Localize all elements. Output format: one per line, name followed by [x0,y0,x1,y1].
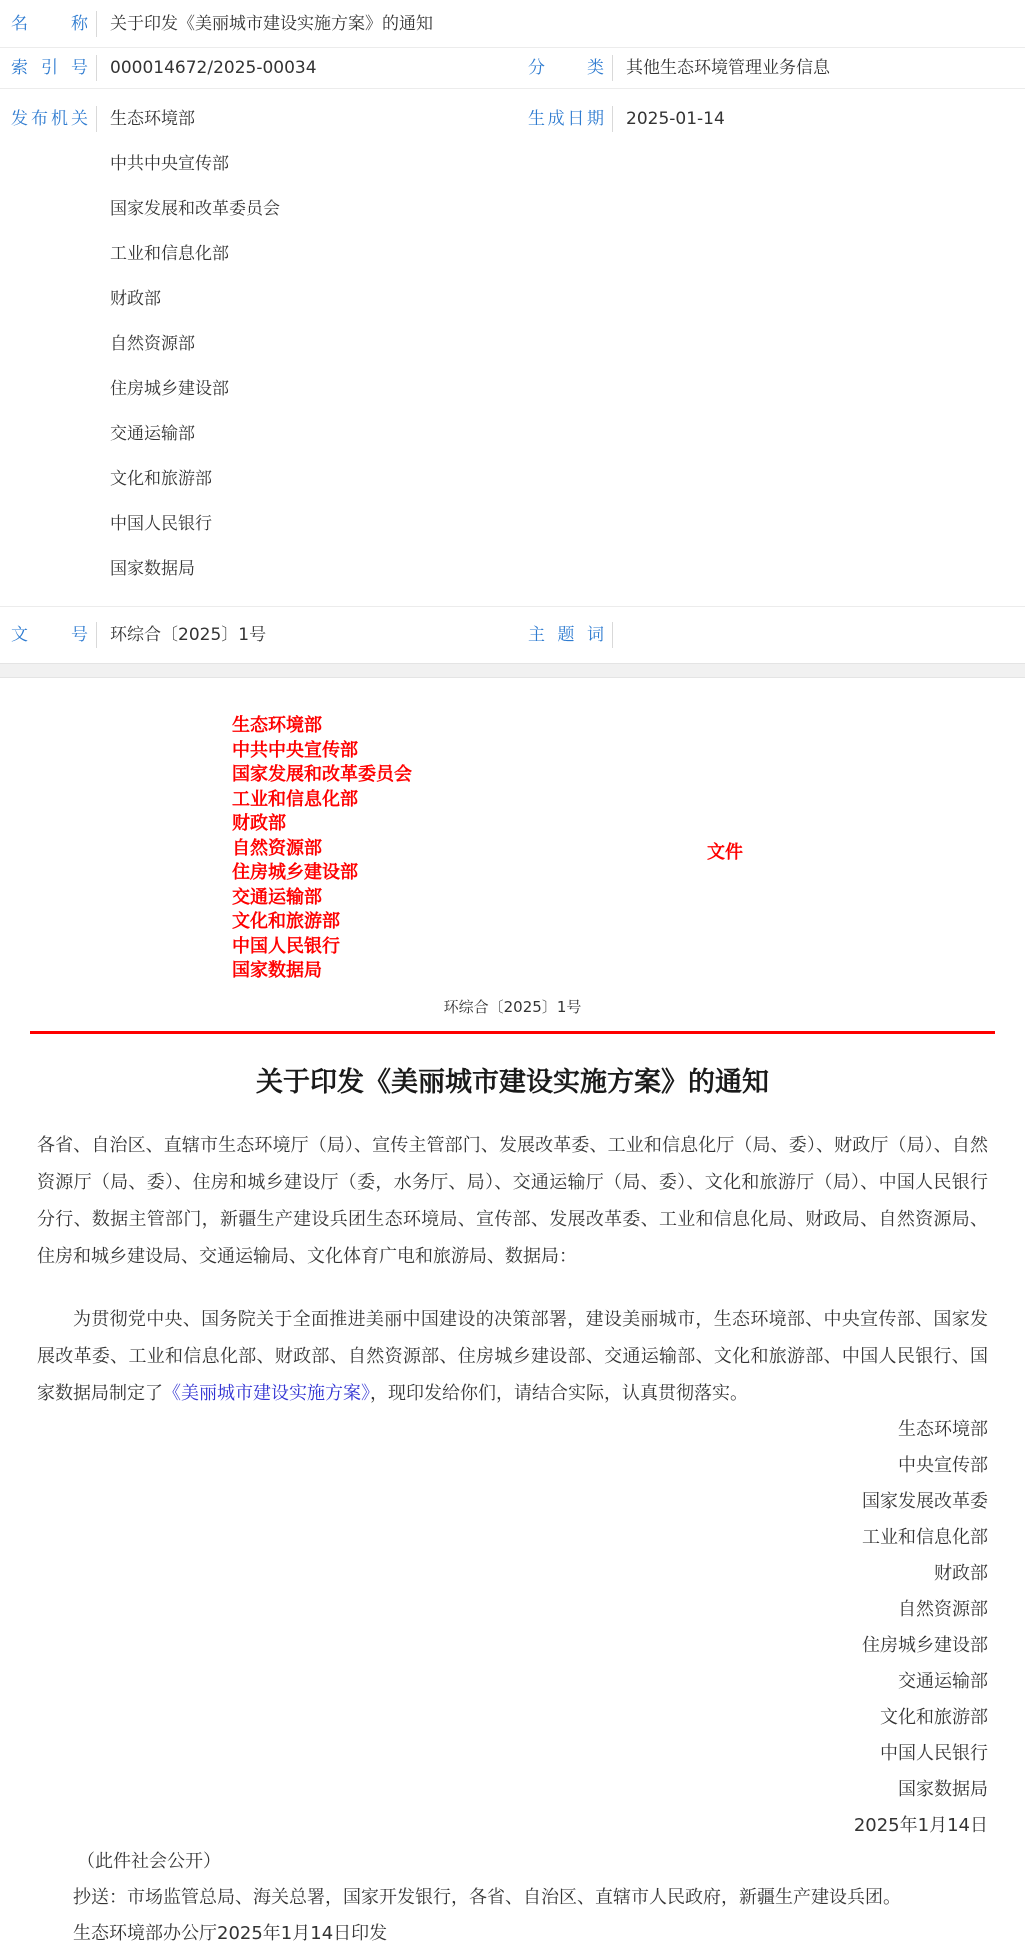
letterhead [37,714,988,984]
signature-line: 文化和旅游部 [880,1706,988,1728]
signature-line: 工业和信息化部 [862,1526,988,1548]
issuer-item: 财政部 [110,289,161,309]
signature-line: 住房城乡建设部 [862,1634,988,1656]
date-label: 生 成 日 期 [528,109,604,129]
issuer-label: 发 布 机 关 [11,109,88,129]
issuer-item: 中共中央宣传部 [110,154,229,174]
issuer-item: 住房城乡建设部 [110,379,229,399]
signature-line: 中国人民银行 [880,1742,988,1764]
letterhead-department: 财政部 [232,813,286,834]
date-value: 2025-01-14 [626,109,725,129]
letterhead-department: 生态环境部 [232,715,322,736]
main-paragraph [37,1301,988,1412]
meta-row-docno-subject [0,606,1025,663]
vertical-divider [96,106,97,132]
addressees-paragraph: 各省、自治区、直辖市生态环境厅（局）、宣传主管部门、发展改革委、工业和信息化厅（局、委）、财政厅（局）、自然资源厅（局、委）、住房和城乡建设厅（委，水务厅、局）、交通运输厅（局、委）、文化和旅游厅（局）、中国人民银行分行、数据主管部门，新疆生产建设兵团生态环境局、宣传部、发展改革委、工业和信息化局、财政局、自然资源局、住房和城乡建设局、交通运输局、文化体育广电和旅游局、数据局： [37,1134,988,1267]
signature-line: 交通运输部 [898,1670,988,1692]
letterhead-department: 中国人民银行 [232,935,340,957]
document-title: 关于印发《美丽城市建设实施方案》的通知 [256,1066,769,1098]
red-separator-line [30,1031,995,1034]
meta-cell-index [0,48,512,88]
category-label: 分 类 [528,58,604,78]
name-label: 名 称 [11,13,88,34]
meta-cell-category [512,48,1025,88]
vertical-divider [96,11,97,37]
signature-line: 2025年1月14日 [853,1814,988,1836]
meta-row-issuer-date [0,88,1025,606]
letterhead-department: 国家发展和改革委员会 [232,764,412,785]
signature-block [37,1412,988,1844]
letterhead-department: 住房城乡建设部 [232,862,358,883]
document-number: 环综合〔2025〕1号 [443,997,582,1016]
issuer-item: 生态环境部 [110,109,195,129]
meta-cell-docno [0,607,512,663]
meta-cell-issuer [0,97,512,592]
issuer-item: 中国人民银行 [110,514,212,534]
vertical-divider [612,622,613,648]
vertical-divider [96,622,97,648]
letterhead-department: 工业和信息化部 [232,788,358,810]
signature-line: 自然资源部 [898,1598,988,1620]
meta-row-name [0,0,1025,47]
issuer-item: 工业和信息化部 [110,244,229,264]
docno-label: 文 号 [11,625,88,645]
docno-value: 环综合〔2025〕1号 [110,625,267,645]
signature-line: 国家数据局 [898,1778,988,1800]
paragraph-text-before-link: 为贯彻党中央、国务院关于全面推进美丽中国建设的决策部署，建设美丽城市，生态环境部、中央宣传部、国家发展改革委、工业和信息化部、财政部、自然资源部、住房城乡建设部、交通运输部、文化和旅游部、中国人民银行、国家数据局制定了 [37,1308,988,1404]
print-line: 生态环境部办公厅2025年1月14日印发 [73,1922,388,1944]
signature-line: 财政部 [934,1562,988,1584]
index-value: 000014672/2025-00034 [110,58,317,78]
issuer-item: 国家发展和改革委员会 [110,199,280,219]
meta-row-index-category [0,47,1025,88]
cc-line: 抄送：市场监管总局、海关总署，国家开发银行，各省、自治区、直辖市人民政府，新疆生产建设兵团。 [73,1886,901,1908]
metadata-table [0,0,1025,663]
signature-line: 中央宣传部 [898,1454,988,1476]
issuer-item: 自然资源部 [110,334,195,354]
letterhead-department: 自然资源部 [232,837,322,859]
signature-line: 生态环境部 [898,1418,988,1440]
implementation-plan-link[interactable]: 《美丽城市建设实施方案》 [163,1382,370,1404]
paragraph-text-after-link: ，现印发给你们，请结合实际，认真贯彻落实。 [370,1382,748,1404]
meta-cell-subject [512,607,1025,663]
signature-line: 国家发展改革委 [862,1490,988,1512]
issuer-item: 文化和旅游部 [110,469,212,489]
issuer-item: 国家数据局 [110,559,195,579]
meta-cell-date [512,97,1025,592]
letterhead-department-list [232,714,988,984]
letterhead-suffix: 文件 [707,842,743,863]
subject-label: 主 题 词 [528,625,604,645]
meta-cell-name [0,0,433,47]
issuer-item: 交通运输部 [110,424,195,444]
name-value: 关于印发《美丽城市建设实施方案》的通知 [110,13,433,34]
vertical-divider [612,55,613,81]
vertical-divider [96,55,97,81]
letterhead-department: 中共中央宣传部 [232,739,358,761]
issuer-list [110,97,280,592]
document-body [0,714,1025,1952]
letterhead-department: 交通运输部 [232,886,322,908]
category-value: 其他生态环境管理业务信息 [626,58,830,78]
public-disclosure-note: （此件社会公开） [77,1850,221,1872]
letterhead-department: 文化和旅游部 [232,911,340,932]
letterhead-department: 国家数据局 [232,960,322,981]
vertical-divider [612,106,613,132]
index-label: 索 引 号 [11,58,88,78]
section-divider-band [0,663,1025,678]
